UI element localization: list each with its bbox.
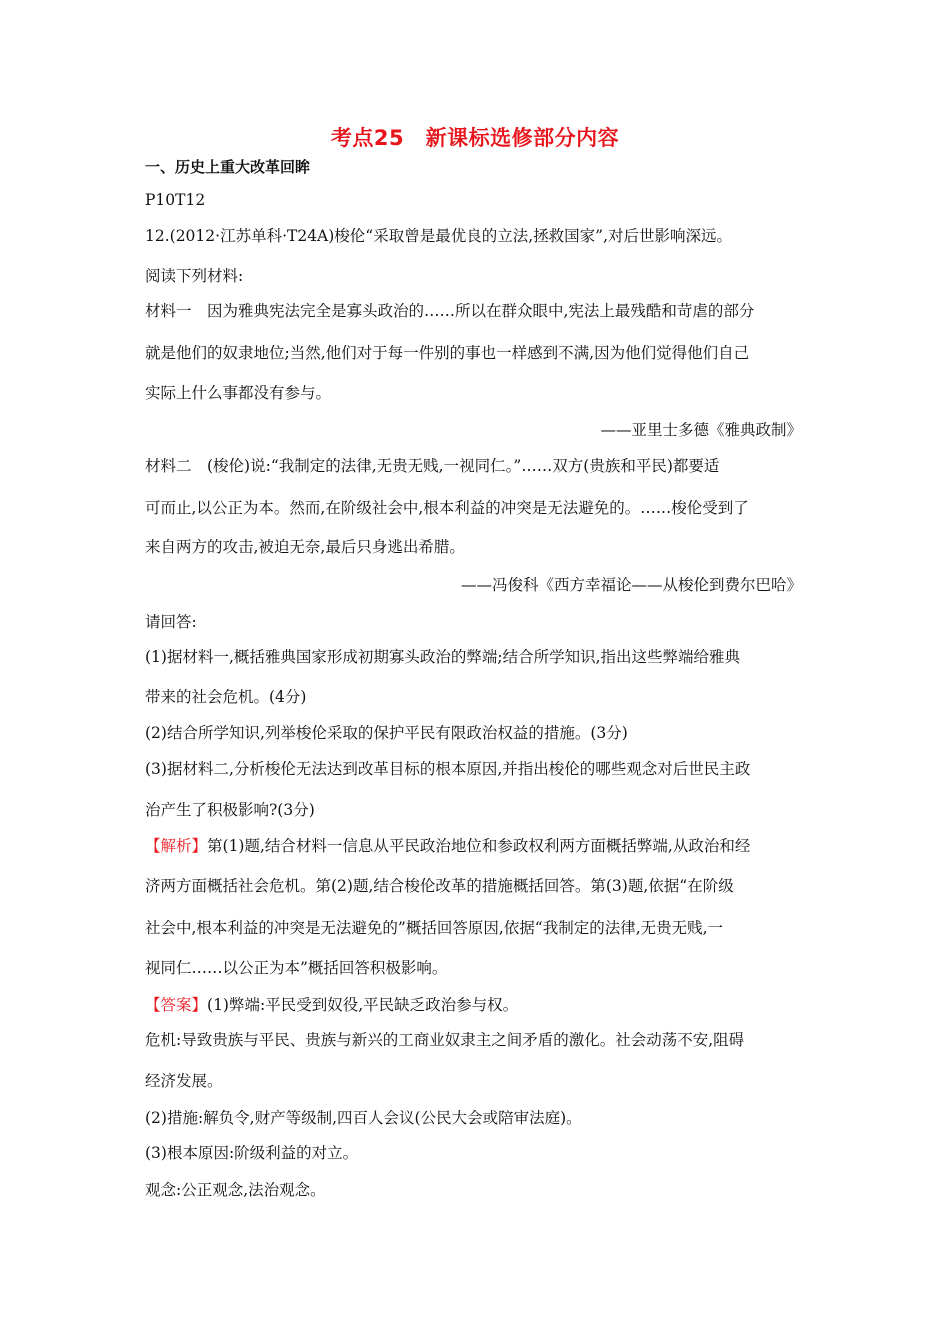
answer-tag: 【答案】	[145, 996, 208, 1014]
analysis-line: 社会中,根本利益的冲突是无法避免的”概括回答原因,依据“我制定的法律,无贵无贱,一	[145, 919, 724, 937]
material1-line: 材料一 因为雅典宪法完全是寡头政治的……所以在群众眼中,宪法上最残酷和苛虐的部分	[145, 302, 755, 320]
analysis-line: 视同仁……以公正为本”概括回答积极影响。	[145, 959, 448, 977]
material2-source: ——冯俊科《西方幸福论——从梭伦到费尔巴哈》	[460, 576, 802, 594]
analysis-line	[145, 836, 750, 856]
page-title: 考点25 新课标选修部分内容	[330, 126, 620, 150]
subquestion-1: 带来的社会危机。(4分)	[145, 688, 307, 706]
subquestion-3: (3)据材料二,分析梭伦无法达到改革目标的根本原因,并指出梭伦的哪些观念对后世民主政	[145, 760, 751, 778]
material2-line: 来自两方的攻击,被迫无奈,最后只身逃出希腊。	[145, 538, 465, 556]
material1-source: ——亚里士多德《雅典政制》	[600, 421, 802, 439]
subquestion-1: (1)据材料一,概括雅典国家形成初期寡头政治的弊端;结合所学知识,指出这些弊端给雅典	[145, 648, 741, 666]
subquestion-2: (2)结合所学知识,列举梭伦采取的保护平民有限政治权益的措施。(3分)	[145, 724, 628, 742]
answer-line: (2)措施:解负令,财产等级制,四百人会议(公民大会或陪审法庭)。	[145, 1109, 582, 1127]
answer-line: 危机:导致贵族与平民、贵族与新兴的工商业奴隶主之间矛盾的激化。社会动荡不安,阻碍	[145, 1031, 745, 1049]
question-stem: 12.(2012·江苏单科·T24A)梭伦“采取曾是最优良的立法,拯救国家”,对后世影响深远。	[145, 227, 733, 245]
analysis-tag: 【解析】	[145, 837, 208, 855]
analysis-line: 济两方面概括社会危机。第(2)题,结合梭伦改革的措施概括回答。第(3)题,依据“在阶级	[145, 877, 734, 895]
material2-line: 可而止,以公正为本。然而,在阶级社会中,根本利益的冲突是无法避免的。……梭伦受到了	[145, 499, 749, 517]
analysis-text: 第(1)题,结合材料一信息从平民政治地位和参政权利两方面概括弊端,从政治和经	[207, 837, 751, 855]
material2-line: 材料二 (梭伦)说:“我制定的法律,无贵无贱,一视同仁。”……双方(贵族和平民)都要适	[145, 457, 720, 475]
ask-prompt: 请回答:	[145, 613, 197, 631]
page-code: P10T12	[145, 191, 206, 209]
answer-text: (1)弊端:平民受到奴役,平民缺乏政治参与权。	[207, 996, 519, 1014]
subquestion-3: 治产生了积极影响?(3分)	[145, 801, 315, 819]
answer-line: 观念:公正观念,法治观念。	[145, 1181, 326, 1199]
answer-line	[145, 995, 518, 1015]
section-heading: 一、历史上重大改革回眸	[145, 158, 311, 176]
answer-line: (3)根本原因:阶级利益的对立。	[145, 1144, 359, 1162]
material1-line: 实际上什么事都没有参与。	[145, 384, 332, 402]
answer-line: 经济发展。	[145, 1072, 223, 1090]
instruction: 阅读下列材料:	[145, 267, 244, 285]
material1-line: 就是他们的奴隶地位;当然,他们对于每一件别的事也一样感到不满,因为他们觉得他们自己	[145, 344, 750, 362]
